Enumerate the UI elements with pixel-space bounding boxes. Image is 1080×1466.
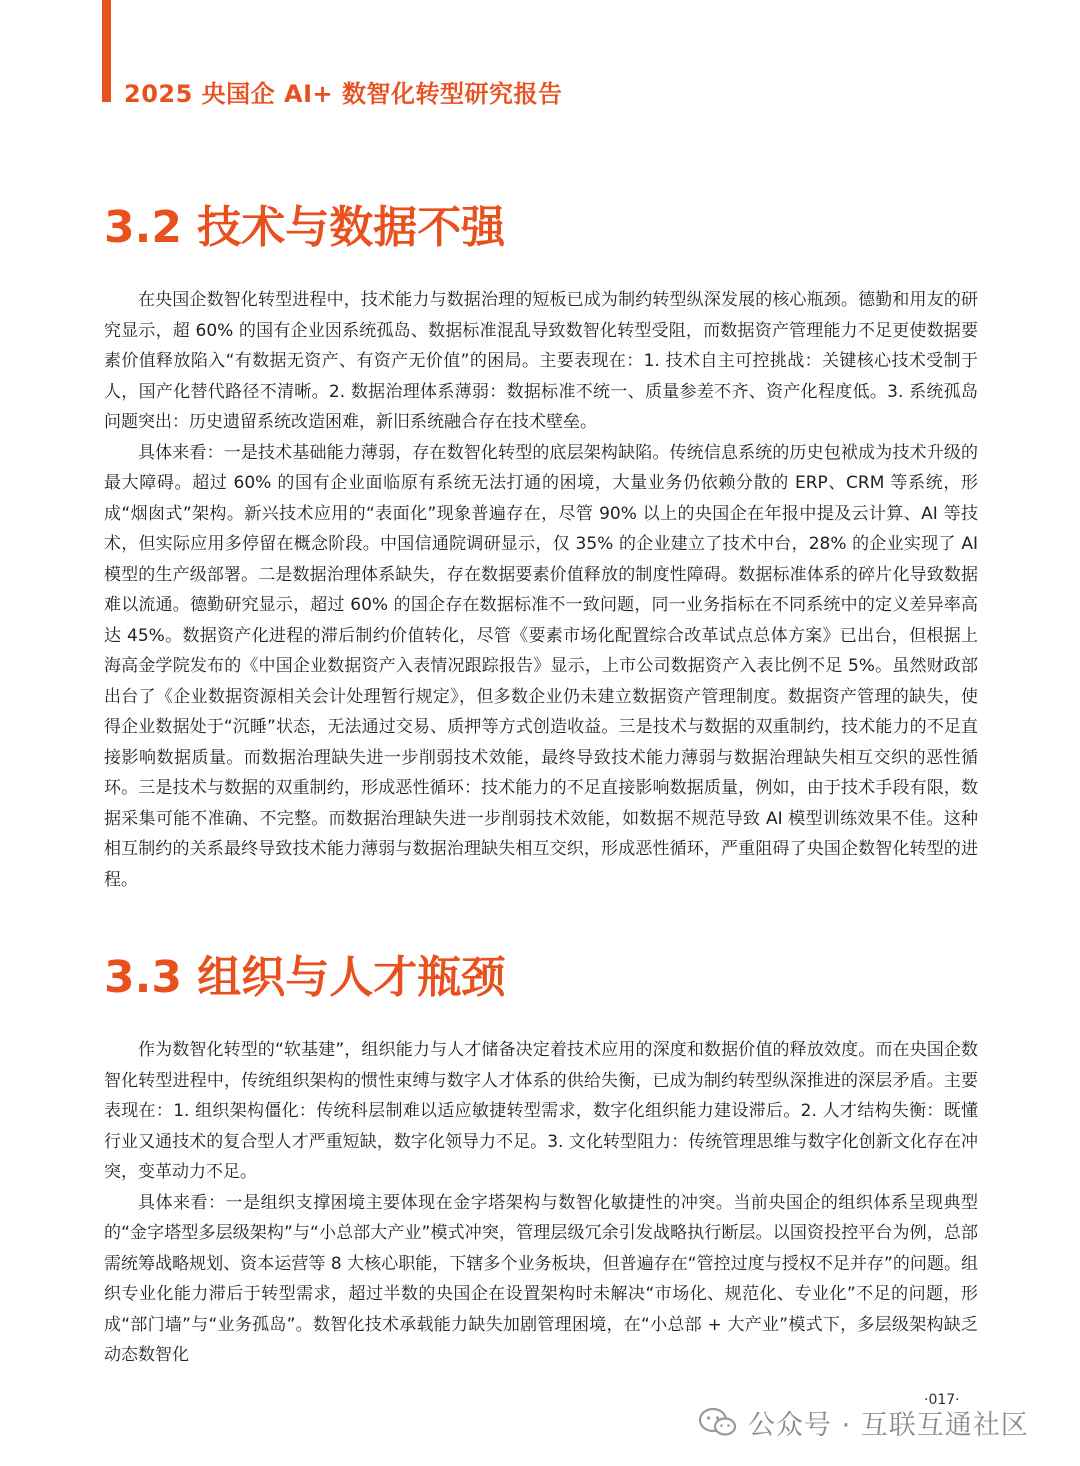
paragraph: 在央国企数智化转型进程中，技术能力与数据治理的短板已成为制约转型纵深发展的核心瓶颈。德勤和用友的研究显示，超 60% 的国有企业因系统孤岛、数据标准混乱导致数智化转型受阻，而数据资产管理能力不足更使数据要素价值释放陷入“有数据无资产、有资产无价值”的困局。主要表现在：1. 技术自主可控挑战：关键核心技术受制于人，国产化替代路径不清晰。2. 数据治理体系薄弱：数据标准不统一、质量参差不齐、资产化程度低。3. 系统孤岛问题突出：历史遗留系统改造困难，新旧系统融合存在技术壁垒。 (104, 290, 978, 432)
header-accent-bar (102, 0, 111, 102)
watermark (698, 1400, 1029, 1444)
section-heading-3-3: 3.3 组织与人才瓶颈 (104, 952, 506, 1003)
paragraph: 具体来看：一是技术基础能力薄弱，存在数智化转型的底层架构缺陷。传统信息系统的历史包袱成为技术升级的最大障碍。超过 60% 的国有企业面临原有系统无法打通的困境，大量业务仍依赖分散的 ERP、CRM 等系统，形成“烟囱式”架构。新兴技术应用的“表面化”现象普遍存在，尽管 90% 以上的央国企在年报中提及云计算、AI 等技术，但实际应用多停留在概念阶段。中国信通院调研显示，仅 35% 的企业建立了技术中台，28% 的企业实现了 AI 模型的生产级部署。二是数据治理体系缺失，存在数据要素价值释放的制度性障碍。数据标准体系的碎片化导致数据难以流通。德勤研究显示，超过 60% 的国企存在数据标准不一致问题，同一业务指标在不同系统中的定义差异率高达 45%。数据资产化进程的滞后制约价值转化，尽管《要素市场化配置综合改革试点总体方案》已出台，但根据上海高金学院发布的《中国企业数据资产入表情况跟踪报告》显示，上市公司数据资产入表比例不足 5%。虽然财政部出台了《企业数据资源相关会计处理暂行规定》，但多数企业仍未建立数据资产管理制度。数据资产管理的缺失，使得企业数据处于“沉睡”状态，无法通过交易、质押等方式创造收益。三是技术与数据的双重制约，技术能力的不足直接影响数据质量。而数据治理缺失进一步削弱技术效能，最终导致技术能力薄弱与数据治理缺失相互交织的恶性循环。三是技术与数据的双重制约，形成恶性循环：技术能力的不足直接影响数据质量，例如，由于技术手段有限，数据采集可能不准确、不完整。而数据治理缺失进一步削弱技术效能，如数据不规范导致 AI 模型训练效果不佳。这种相互制约的关系最终导致技术能力薄弱与数据治理缺失相互交织，形成恶性循环，严重阻碍了央国企数智化转型的进程。 (104, 442, 978, 890)
section-body-3-2 (104, 285, 978, 895)
report-title: 2025 央国企 AI+ 数智化转型研究报告 (124, 80, 563, 108)
paragraph: 具体来看：一是组织支撑困境主要体现在金字塔架构与数智化敏捷性的冲突。当前央国企的组织体系呈现典型的“金字塔型多层级架构”与“小总部大产业”模式冲突，管理层级冗余引发战略执行断层。以国资投控平台为例，总部需统筹战略规划、资本运营等 8 大核心职能，下辖多个业务板块，但普遍存在“管控过度与授权不足并存”的问题。组织专业化能力滞后于转型需求，超过半数的央国企在设置架构时未解决“市场化、规范化、专业化”不足的问题，形成“部门墙”与“业务孤岛”。数智化技术承载能力缺失加剧管理困境，在“小总部 + 大产业”模式下，多层级架构缺乏动态数智化 (104, 1192, 978, 1365)
wechat-icon (698, 1407, 738, 1437)
page-number: ·017· (924, 1392, 960, 1408)
watermark-text: 公众号 · 互联互通社区 (748, 1409, 1029, 1441)
section-heading-3-2: 3.2 技术与数据不强 (104, 202, 506, 253)
section-body-3-3 (104, 1035, 978, 1371)
paragraph: 作为数智化转型的“软基建”，组织能力与人才储备决定着技术应用的深度和数据价值的释放效度。而在央国企数智化转型进程中，传统组织架构的惯性束缚与数字人才体系的供给失衡，已成为制约转型纵深推进的深层矛盾。主要表现在：1. 组织架构僵化：传统科层制难以适应敏捷转型需求，数字化组织能力建设滞后。2. 人才结构失衡：既懂行业又通技术的复合型人才严重短缺，数字化领导力不足。3. 文化转型阻力：传统管理思维与数字化创新文化存在冲突，变革动力不足。 (104, 1040, 978, 1182)
